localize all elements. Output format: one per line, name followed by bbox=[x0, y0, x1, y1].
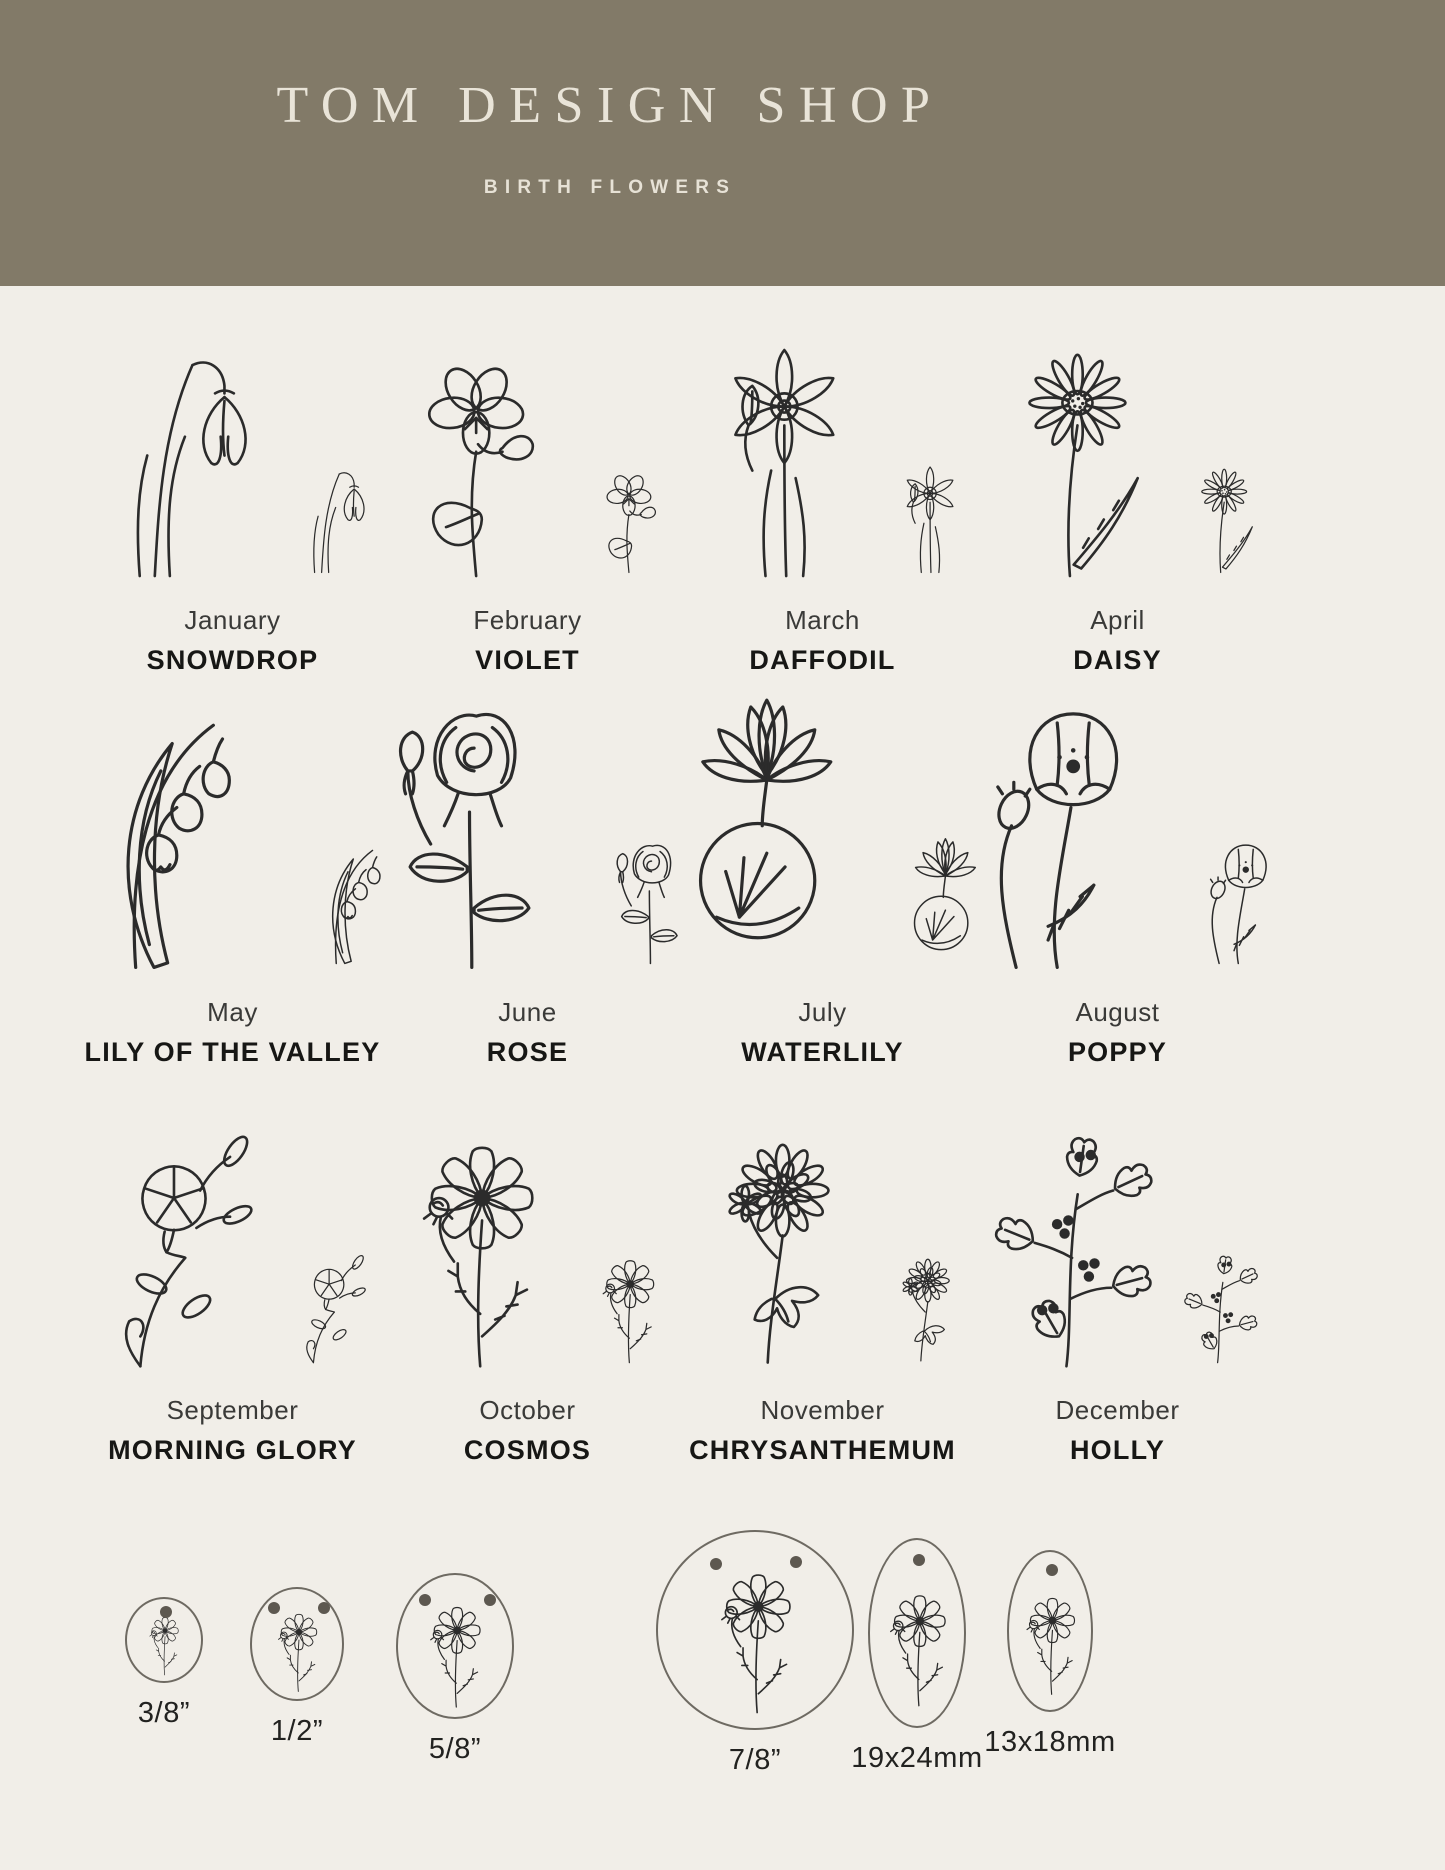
month-label: October bbox=[479, 1395, 576, 1425]
disc-7-8in bbox=[656, 1530, 854, 1730]
size-label: 13x18mm bbox=[984, 1726, 1116, 1758]
flower-name: LILY OF THE VALLEY bbox=[84, 1036, 381, 1067]
flower-row-2 bbox=[85, 642, 1265, 1068]
header-banner bbox=[0, 0, 1445, 286]
daisy-illustration-large bbox=[972, 335, 1160, 580]
cosmos-disc-illustration bbox=[264, 1607, 330, 1693]
birth-flower-card-february bbox=[380, 308, 675, 676]
birth-flower-card-november bbox=[675, 1100, 970, 1466]
daffodil-illustration-large bbox=[677, 335, 865, 580]
month-label: April bbox=[1090, 605, 1145, 635]
daisy-illustration bbox=[972, 308, 1262, 580]
disc-5-8in bbox=[396, 1573, 514, 1719]
waterlily-illustration-large bbox=[648, 675, 876, 972]
size-option-7-8in bbox=[655, 1530, 855, 1777]
cosmos-disc-illustration bbox=[139, 1612, 188, 1676]
flower-row-3 bbox=[85, 1100, 1265, 1466]
flower-name: DAISY bbox=[1073, 644, 1162, 675]
hole-icon bbox=[1046, 1564, 1058, 1576]
morning-glory-illustration-small bbox=[289, 1251, 376, 1364]
hole-icon bbox=[419, 1594, 431, 1606]
cosmos-disc-illustration bbox=[696, 1562, 814, 1715]
hole-icon bbox=[710, 1558, 722, 1570]
month-label: May bbox=[207, 997, 258, 1027]
rose-illustration-large bbox=[353, 675, 581, 972]
lily-of-the-valley-illustration-large bbox=[58, 675, 286, 972]
hole-icon bbox=[790, 1556, 802, 1568]
size-label: 19x24mm bbox=[851, 1742, 983, 1774]
poppy-illustration-large bbox=[943, 675, 1171, 972]
daffodil-illustration bbox=[677, 308, 967, 580]
birth-flower-card-september bbox=[85, 1100, 380, 1466]
flower-name: DAFFODIL bbox=[749, 644, 896, 675]
violet-illustration-small bbox=[585, 460, 673, 574]
flower-name: CHRYSANTHEMUM bbox=[689, 1434, 956, 1465]
snowdrop-illustration-large bbox=[87, 335, 275, 580]
daisy-illustration-small bbox=[1175, 460, 1263, 574]
size-option-5-8in bbox=[385, 1573, 525, 1766]
poppy-illustration bbox=[943, 642, 1292, 972]
size-label: 5/8” bbox=[428, 1733, 482, 1765]
holly-illustration bbox=[973, 1100, 1261, 1370]
flower-row-1 bbox=[85, 308, 1265, 676]
month-label: January bbox=[184, 605, 281, 635]
month-label: August bbox=[1075, 997, 1160, 1027]
birth-flower-card-april bbox=[970, 308, 1265, 676]
flower-name: POPPY bbox=[1067, 1036, 1168, 1067]
flower-name: ROSE bbox=[486, 1036, 569, 1067]
hole-icon bbox=[913, 1554, 925, 1566]
size-label: 3/8” bbox=[137, 1697, 191, 1729]
birth-flower-card-may bbox=[85, 642, 380, 1068]
size-label: 1/2” bbox=[270, 1715, 324, 1747]
month-label: February bbox=[473, 605, 582, 635]
violet-illustration bbox=[382, 308, 672, 580]
size-option-13x18mm bbox=[980, 1550, 1120, 1759]
birth-flower-card-january bbox=[85, 308, 380, 676]
birth-flower-card-june bbox=[380, 642, 675, 1068]
hole-icon bbox=[484, 1594, 496, 1606]
violet-illustration-large bbox=[382, 335, 570, 580]
holly-illustration-large bbox=[973, 1127, 1160, 1370]
holly-illustration-small bbox=[1174, 1251, 1261, 1364]
flower-name: WATERLILY bbox=[741, 1036, 904, 1067]
chrysanthemum-illustration bbox=[678, 1100, 966, 1370]
hole-icon bbox=[318, 1602, 330, 1614]
month-label: December bbox=[1055, 1395, 1180, 1425]
size-option-3-8in bbox=[94, 1597, 234, 1730]
disc-3-8in bbox=[125, 1597, 203, 1683]
birth-flower-card-july bbox=[675, 642, 970, 1068]
morning-glory-illustration-large bbox=[88, 1127, 275, 1370]
cosmos-illustration-small bbox=[584, 1251, 671, 1364]
hole-icon bbox=[160, 1606, 172, 1618]
chrysanthemum-illustration-small bbox=[879, 1251, 966, 1364]
birth-flower-card-march bbox=[675, 308, 970, 676]
disc-19x24mm bbox=[868, 1538, 966, 1728]
month-label: November bbox=[760, 1395, 885, 1425]
snowdrop-illustration bbox=[87, 308, 377, 580]
cosmos-illustration-large bbox=[383, 1127, 570, 1370]
chrysanthemum-illustration-large bbox=[678, 1127, 865, 1370]
birth-flower-card-october bbox=[380, 1100, 675, 1466]
cosmos-disc-illustration bbox=[870, 1574, 964, 1719]
month-label: June bbox=[498, 997, 557, 1027]
size-label: 7/8” bbox=[728, 1744, 782, 1776]
flower-name: COSMOS bbox=[463, 1434, 592, 1465]
morning-glory-illustration bbox=[88, 1100, 376, 1370]
shop-title: TOM DESIGN SHOP bbox=[276, 77, 944, 134]
disc-13x18mm bbox=[1007, 1550, 1093, 1712]
daffodil-illustration-small bbox=[880, 460, 968, 574]
snowdrop-illustration-small bbox=[290, 460, 378, 574]
poppy-illustration-small bbox=[1185, 827, 1292, 966]
page-subtitle: BIRTH FLOWERS bbox=[483, 177, 737, 198]
month-label: March bbox=[785, 605, 860, 635]
hole-icon bbox=[268, 1602, 280, 1614]
month-label: July bbox=[798, 997, 847, 1027]
size-option-19x24mm bbox=[847, 1538, 987, 1775]
month-label: September bbox=[166, 1395, 299, 1425]
cosmos-illustration bbox=[383, 1100, 671, 1370]
flower-name: SNOWDROP bbox=[146, 644, 319, 675]
birth-flower-card-december bbox=[970, 1100, 1265, 1466]
birth-flower-card-august bbox=[970, 642, 1265, 1068]
flower-name: MORNING GLORY bbox=[108, 1434, 357, 1465]
flower-name: HOLLY bbox=[1069, 1434, 1166, 1465]
size-option-1-2in bbox=[227, 1587, 367, 1748]
flower-name: VIOLET bbox=[475, 644, 580, 675]
cosmos-disc-illustration bbox=[412, 1598, 497, 1709]
disc-1-2in bbox=[250, 1587, 344, 1701]
cosmos-disc-illustration bbox=[1009, 1581, 1091, 1704]
